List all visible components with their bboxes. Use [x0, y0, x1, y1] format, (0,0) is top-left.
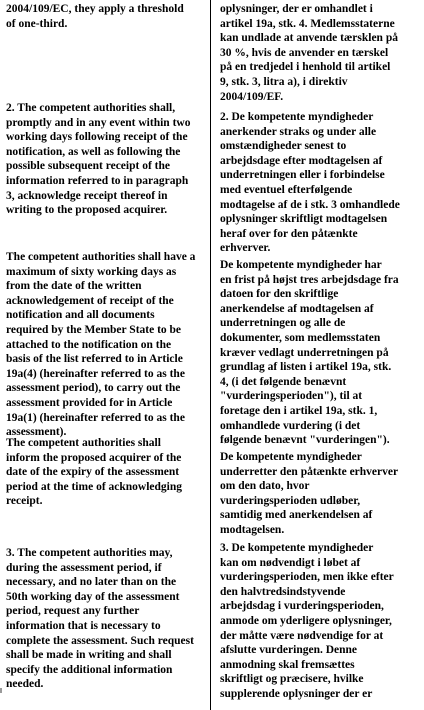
right-paragraph-acknowledgement: 2. De kompetente myndigheder anerkender straks og under alle omstændigheder senest to arbejdsdage efter modtagelsen af underretningen eller i forbindelse med eventuel efterfølgende modtagelse af de i stk. 3 omhandlede oplysninger skriftligt modtagelsen heraf over for den påtænkte erhverver. — [220, 111, 400, 255]
left-paragraph-acknowledgement: 2. The competent authorities shall, promptly and in any event within two working days following receipt of the notification, as well as following the possible subsequent receipt of the information referred to in paragraph 3, acknowledge receipt thereof in writing to the proposed acquirer. — [6, 102, 191, 217]
right-paragraph-threshold: oplysninger, der er omhandlet i artikel 19a, stk. 4. Medlemsstaterne kan undlade at anvende tærsklen på 30 %, hvis de anvender en tærskel på en tredjedel i henhold til artikel 9, stk. 3, litra a), i direktiv 2004/109/EF. — [220, 3, 398, 103]
right-paragraph-further-information: 3. De kompetente myndigheder kan om nødvendigt i løbet af vurderingsperioden, men ikke efter den halvtredsindstyvende arbejdsdag i vurderingsperioden, anmode om yderligere oplysninger, der måtte være nødvendige for at afslutte vurderingen. Denne anmodning skal fremsættes skriftligt og præcisere, hvilke supplerende oplysninger der er — [220, 542, 394, 700]
left-paragraph-assessment-period: The competent authorities shall have a maximum of sixty working days as from the date of the written acknowledgement of receipt of the notification and all documents required by the Member State to be attached to the notification on the basis of the list referred to in Article 19a(4) (hereinafter referred to as the assessment period), to carry out the assessment provided for in Article 19a(1) (hereinafter referred to as the assessment). — [6, 251, 196, 439]
margin-mark — [0, 688, 2, 693]
right-paragraph-inform-acquirer: De kompetente myndigheder underretter den påtænkte erhverver om den dato, hvor vurderingsperioden udløber, samtidig med anerkendelsen af modtagelsen. — [220, 451, 399, 536]
left-paragraph-further-information: 3. The competent authorities may, during the assessment period, if necessary, and no later than on the 50th working day of the assessment period, request any further information that is necessary to complete the assessment. Such request shall be made in writing and shall specify the additional information needed. — [6, 547, 194, 691]
column-divider — [210, 0, 211, 710]
right-paragraph-assessment-period: De kompetente myndigheder har en frist på højst tres arbejdsdage fra datoen for den skriftlige anerkendelse af modtagelsen af underretningen og alle de dokumenter, som medlemsstaten kræver vedlagt underretningen på grundlag af listen i artikel 19a, stk. 4, (i det følgende benævnt "vurderingsperioden"), til at foretage den i artikel 19a, stk. 1, omhandlede vurdering (i det følgende benævnt "vurderingen"). — [220, 259, 399, 447]
left-paragraph-inform-acquirer: The competent authorities shall inform the proposed acquirer of the date of the expiry of the assessment period at the time of acknowledging receipt. — [6, 437, 183, 508]
left-paragraph-threshold: 2004/109/EC, they apply a threshold of one-third. — [6, 3, 184, 30]
